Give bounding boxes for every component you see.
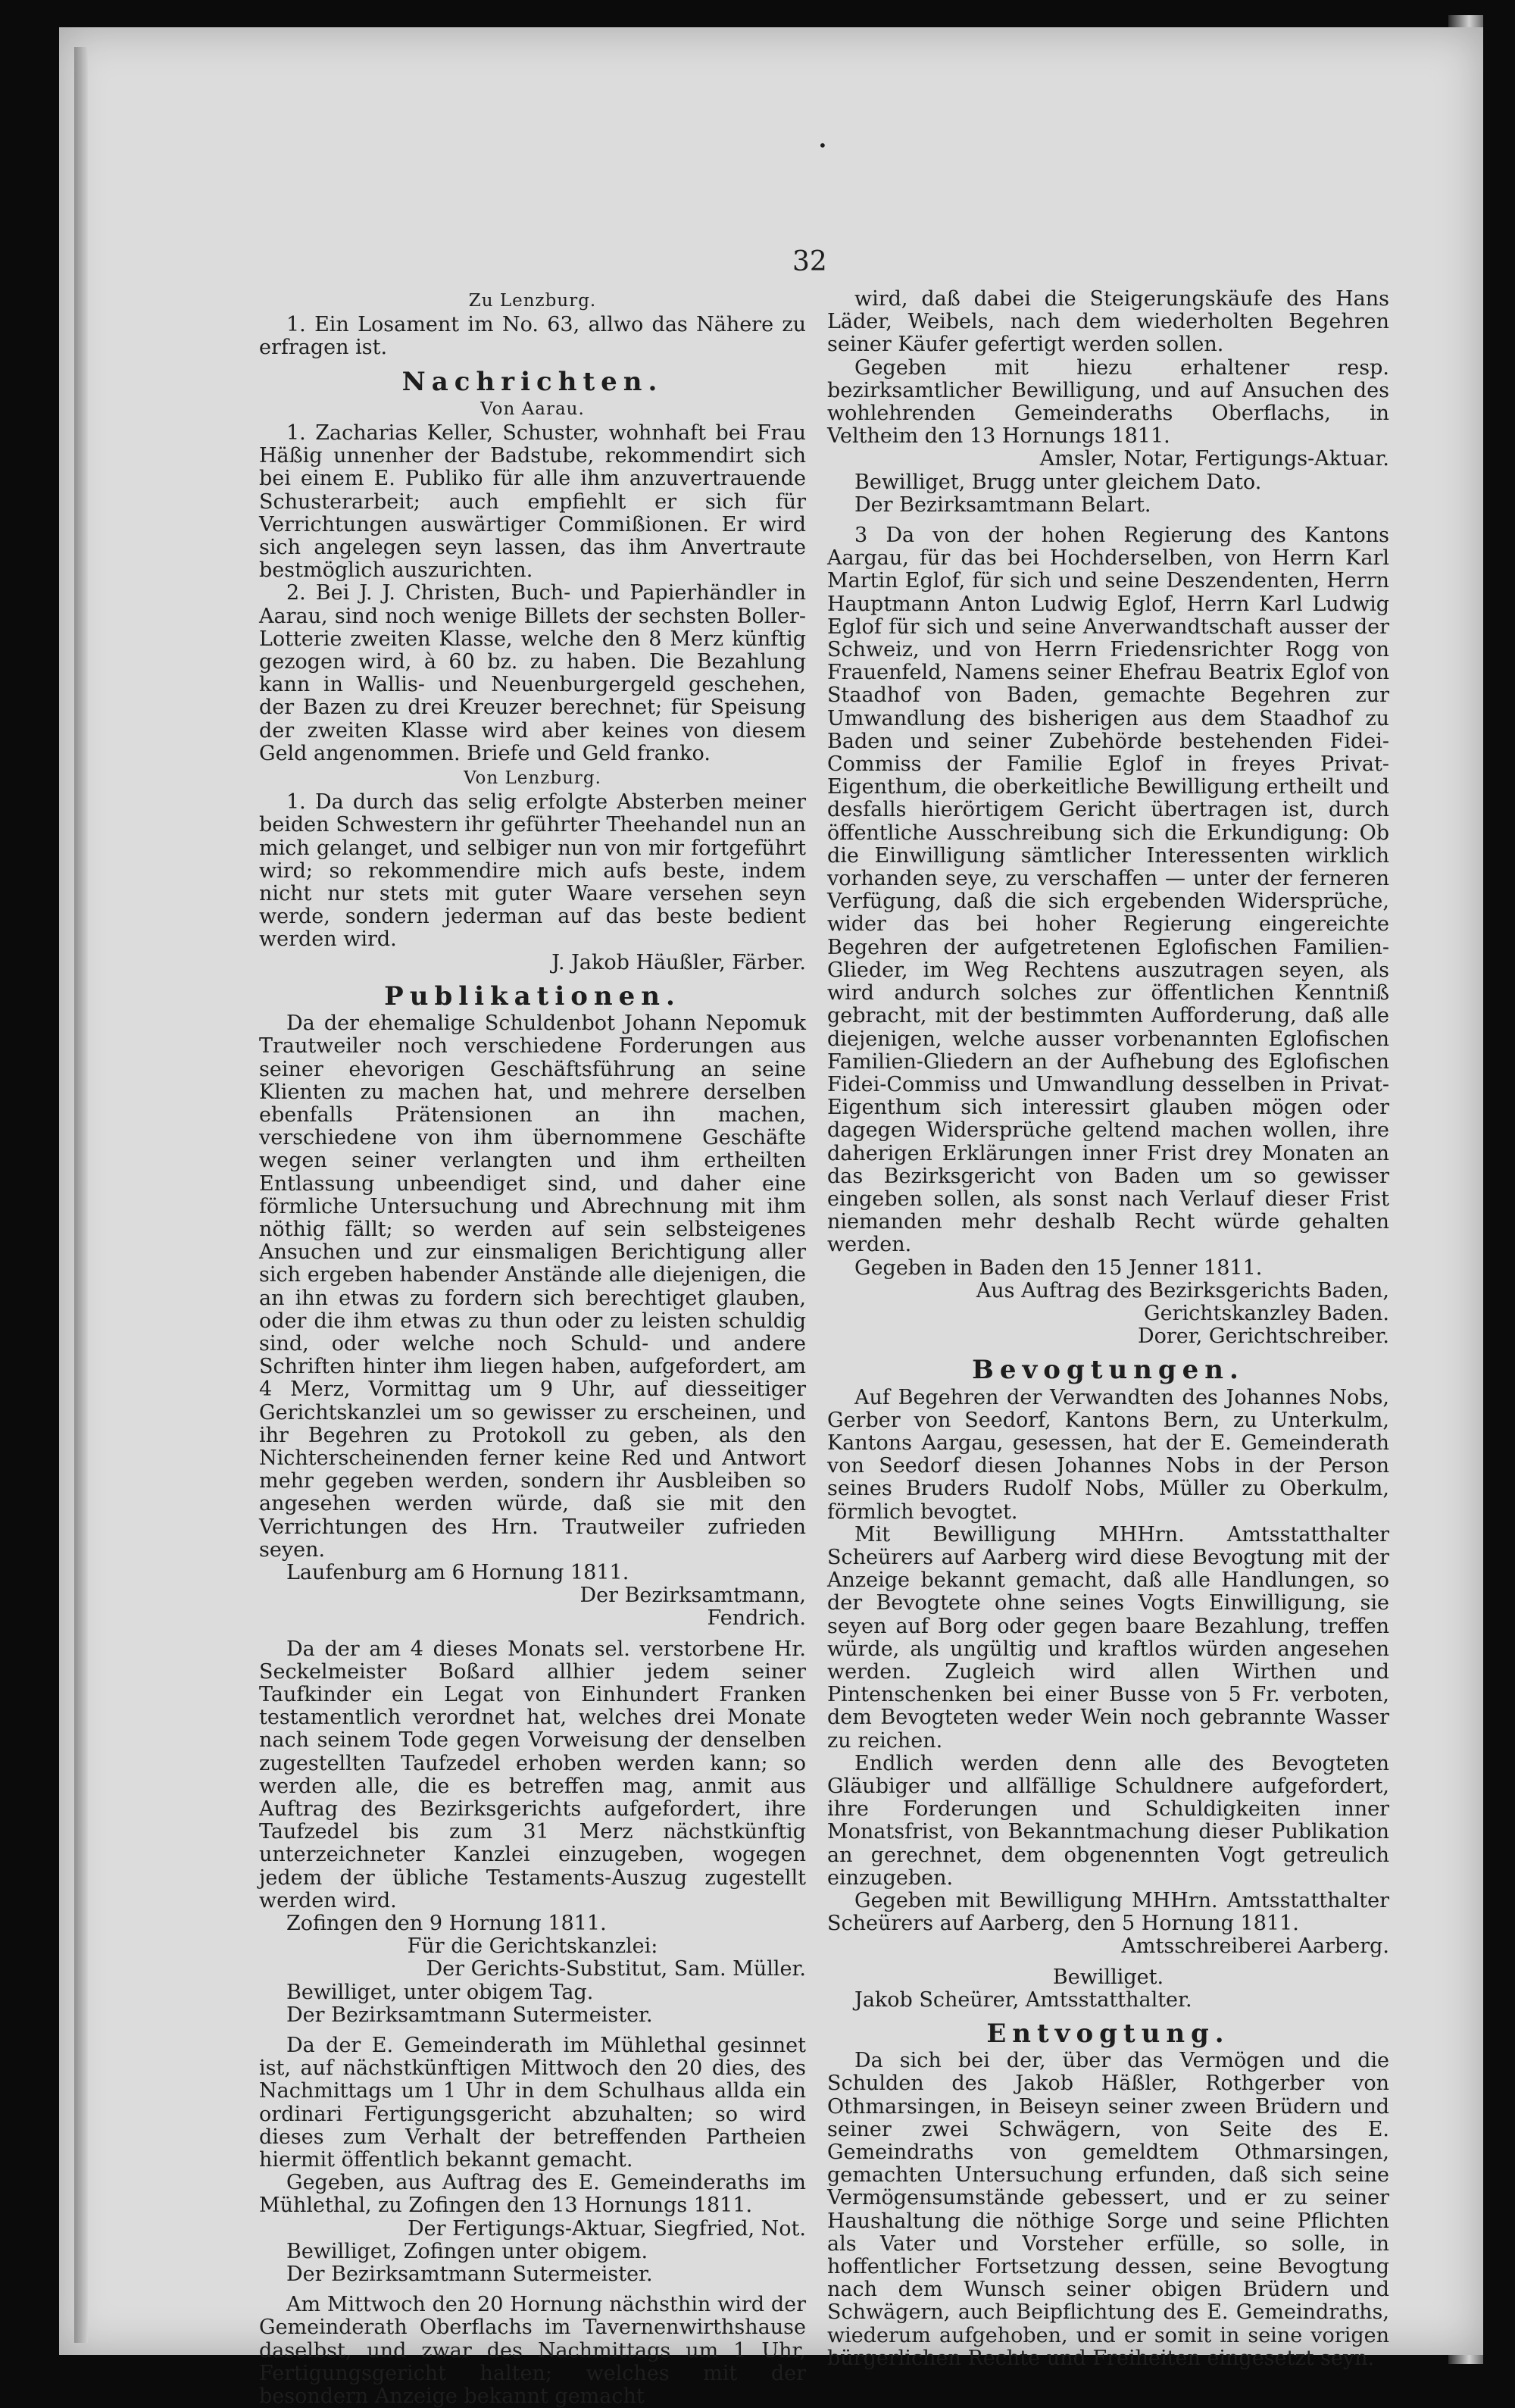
paragraph: 3 Da von der hohen Regierung des Kantons Aargau, für das bei Hochderselben, von Herrn Karl Martin Eglof, für sich und seine Deszendenten, Herrn Hauptmann Anton Ludwig Eglof, Herrn Karl Ludwig Eglof für sich und seine Anverwandtschaft ausser der Schweiz, und von Herrn Friedensrichter Rogg von Frauenfeld, Namens seiner Ehefrau Beatrix Eglof von Staadhof von Baden, gemachte Begehren zur Umwandlung des bisherigen aus dem Staadhof zu Baden und seiner Zubehörde bestehenden Fidei-Commiss der Familie Eglof in freyes Privat-Eigenthum, die oberkeitliche Bewilligung ertheilt und desfalls hierörtigem Gericht übertragen ist, durch öffentliche Ausschreibung sich die Erkundigung: Ob die Einwilligung sämtlicher Interessenten wirklich vorhanden seye, zu verschaffen — unter der ferneren Verfügung, daß die sich ergebenden Widersprüche, wider das bei hoher Regierung eingereichte Begehren der aufgetretenen Eglofischen Familien-Glieder, im Weg Rechtens auszutragen seyen, als wird andurch solches zur öffentlichen Kenntniß gebracht, mit der bestimmten Aufforderung, daß alle diejenigen, welche ausser vorbenannten Eglofischen Familien-Gliedern an der Aufhebung des Eglofischen Fidei-Commiss und Umwandlung desselben in Privat-Eigenthum sich interessirt glauben mögen oder dagegen Widersprüche geltend machen wollen, ihre daherigen Erklärungen inner Frist drey Monaten an das Bezirksgericht von Baden um so gewisser eingeben sollen, als sonst nach Verlauf dieser Frist niemanden mehr deshalb Recht würde gehalten werden.: [827, 524, 1389, 1257]
paragraph: Gegeben, aus Auftrag des E. Gemeinderaths im Mühlethal, zu Zofingen den 13 Hornungs 1811.: [259, 2171, 806, 2218]
signature-line: Der Gerichts-Substitut, Sam. Müller.: [426, 1957, 806, 1981]
paragraph: Jakob Scheürer, Amtsstatthalter.: [854, 1987, 1192, 2012]
centered-line: Bewilliget.: [1052, 1965, 1164, 1989]
paragraph: 2. Bei J. J. Christen, Buch- und Papierhändler in Aarau, sind noch wenige Billets der sechsten Boller-Lotterie zweiten Klasse, welche den 8 Merz künftig gezogen wird, à 60 bz. zu haben. Die Bezahlung kann in Wallis- und Neuenburgergeld geschehen, der Bazen zu drei Kreuzer berechnet; für Speisung der zweiten Klasse wird aber keines von diesem Geld angenommen. Briefe und Geld franko.: [259, 581, 806, 765]
paragraph: 1. Zacharias Keller, Schuster, wohnhaft bei Frau Häßig unnenher der Badstube, rekommendirt sich bei einem E. Publiko für alle ihm anzuvertrauende Schusterarbeit; auch empfiehlt er sich für Verrichtungen auswärtiger Commißionen. Er wird sich angelegen seyn lassen, das ihm Anvertraute bestmöglich auszurichten.: [259, 421, 806, 583]
signature-line: Amtsschreiberei Aarberg.: [1121, 1934, 1389, 1959]
paragraph: Gegeben mit Bewilligung MHHrn. Amtsstatthalter Scheürers auf Aarberg, den 5 Hornung 1811.: [827, 1889, 1389, 1936]
paragraph: Der Bezirksamtmann Sutermeister.: [286, 2263, 653, 2287]
section-heading: Nachrichten.: [401, 366, 664, 397]
ink-mark: •: [818, 136, 827, 155]
paragraph: Da sich bei der, über das Vermögen und die Schulden des Jakob Häßler, Rothgerber von Othmarsingen, in Beiseyn seiner zween Brüdern und seiner zwei Schwägern, von Seite des E. Gemeindraths von gemeldtem Othmarsingen, gemachten Untersuchung erfunden, daß sich seine Vermögensumstände gebessert, und er zu seiner Haushaltung die nöthige Sorge und seine Pflichten als Vater und Vorsteher erfülle, so solle, in hoffentlicher Fortsetzung dessen, seine Bevogtung nach dem Wunsch seiner obigen Brüdern und Schwägern, auch Beipflichtung des E. Gemeindraths, wiederum aufgehoben, und er somit in seine vorigen bürgerlichen Rechte und Freiheiten eingesetzt seyn.: [827, 2049, 1389, 2370]
paragraph: Endlich werden denn alle des Bevogteten Gläubiger und allfällige Schuldnere aufgefordert, ihre Forderungen und Schuldigkeiten inner Monatsfrist, von Bekanntmachung dieser Publikation an gerechnet, dem obgenennten Vogt getreulich einzugeben.: [827, 1751, 1389, 1890]
signature-line: Amsler, Notar, Fertigungs-Aktuar.: [1039, 447, 1389, 471]
paragraph: Bewilliget, unter obigem Tag.: [286, 1980, 594, 2004]
binding-edge: [74, 47, 88, 2343]
section-heading: Publikationen.: [384, 980, 681, 1012]
paragraph: Zofingen den 9 Hornung 1811.: [286, 1912, 607, 1936]
signature-line: J. Jakob Häußler, Färber.: [551, 950, 806, 974]
signature-line: Gerichtskanzley Baden.: [1144, 1301, 1389, 1325]
paragraph: wird, daß dabei die Steigerungskäufe des Hans Läder, Weibels, nach dem wiederholten Begehren seiner Käufer gefertigt werden sollen.: [827, 287, 1389, 357]
centered-line: Für die Gerichtskanzlei:: [407, 1934, 658, 1959]
paragraph: 1. Da durch das selig erfolgte Absterben meiner beiden Schwestern ihr geführter Theehandel nun an mich gelanget, und selbiger nun von mir fortgeführt wird; so rekommendire mich aufs beste, indem nicht nur stets mit guter Waare versehen seyn werde, sondern jederman auf das beste bedient werden wird.: [259, 790, 806, 952]
paragraph: Der Bezirksamtmann Sutermeister.: [286, 2003, 653, 2027]
right-column: [827, 288, 1389, 2370]
page-number: 32: [792, 246, 827, 277]
paragraph: Gegeben mit hiezu erhaltener resp. bezirksamtlicher Bewilligung, und auf Ansuchen des wohlehrenden Gemeinderaths Oberflachs, in Veltheim den 13 Hornungs 1811.: [827, 355, 1389, 449]
section-heading: Bevogtungen.: [972, 1355, 1245, 1386]
signature-line: Aus Auftrag des Bezirksgerichts Baden,: [976, 1278, 1389, 1303]
signature-line: Fendrich.: [707, 1606, 806, 1631]
section-heading: Entvogtung.: [986, 2019, 1230, 2050]
paragraph: Gegeben in Baden den 15 Jenner 1811.: [854, 1256, 1263, 1280]
paragraph: Bewilliget, Zofingen unter obigem.: [286, 2239, 648, 2263]
signature-line: Der Fertigungs-Aktuar, Siegfried, Not.: [407, 2216, 806, 2241]
paragraph: Der Bezirksamtmann Belart.: [854, 493, 1151, 517]
place-heading: Von Aarau.: [480, 399, 585, 419]
paragraph: Am Mittwoch den 20 Hornung nächsthin wird der Gemeinderath Oberflachs im Tavernenwirthshause daselbst, und zwar des Nachmittags um 1 Uhr, Fertigungsgericht halten; welches mit der besondern Anzeige bekannt gemacht: [259, 2293, 806, 2408]
paragraph: Laufenburg am 6 Hornung 1811.: [286, 1560, 629, 1584]
paragraph: Auf Begehren der Verwandten des Johannes Nobs, Gerber von Seedorf, Kantons Bern, zu Unterkulm, Kantons Aargau, gesessen, hat der E. Gemeinderath von Seedorf diesen Johannes Nobs in der Person seines Bruders Rudolf Nobs, Müller zu Oberkulm, förmlich bevogtet.: [827, 1385, 1389, 1524]
place-heading: Von Lenzburg.: [464, 768, 601, 789]
paragraph: Da der ehemalige Schuldenbot Johann Nepomuk Trautweiler noch verschiedene Forderungen aus seiner ehevorigen Geschäftsführung an seine Klienten zu machen hat, und mehrere derselben ebenfalls Prätensionen an ihn machen, verschiedene von ihm übernommene Geschäfte wegen seiner verlangten und ihm ertheilten Entlassung unbeendiget sind, und daher eine förmliche Untersuchung und Abrechnung mit ihm nöthig fällt; so werden auf sein selbsteigenes Ansuchen und zur einsmaligen Berichtigung aller sich ergeben habender Anstände alle diejenigen, die an ihn etwas zu fordern sich berechtiget glauben, oder die ihm etwas zu thun oder zu leisten schuldig sind, oder welche noch Schuld- und andere Schriften hinter ihm liegen haben, aufgefordert, am 4 Merz, Vormittag um 9 Uhr, auf diesseitiger Gerichtskanzlei um so gewisser zu erscheinen, und ihr Begehren zu Protokoll zu geben, als den Nichterscheinenden ferner keine Red und Antwort mehr gegeben werden, sondern ihr Ausbleiben so angesehen werden würde, daß sie mit den Verrichtungen des Hrn. Trautweiler zufrieden seyen.: [259, 1012, 806, 1562]
place-heading: Zu Lenzburg.: [468, 291, 597, 311]
signature-line: Der Bezirksamtmann,: [579, 1584, 806, 1608]
left-column: [259, 288, 806, 2408]
paragraph: Da der am 4 dieses Monats sel. verstorbene Hr. Seckelmeister Boßard allhier jedem seiner Taufkinder ein Legat von Einhundert Franken testamentlich verordnet hat, welches drei Monate nach seinem Tode gegen Vorweisung der denselben zugestellten Taufzedel erhoben werden kann; so werden alle, die es betreffen mag, anmit aus Auftrag des Bezirksgerichts aufgefordert, ihre Taufzedel bis zum 31 Merz nächstkünftig unterzeichneter Kanzlei einzugeben, wogegen jedem der übliche Testaments-Auszug zugestellt werden wird.: [259, 1637, 806, 1912]
paragraph: 1. Ein Losament im No. 63, allwo das Nähere zu erfragen ist.: [259, 313, 806, 360]
paragraph: Bewilliget, Brugg unter gleichem Dato.: [854, 470, 1262, 494]
signature-line: Dorer, Gerichtschreiber.: [1137, 1324, 1389, 1349]
paragraph: Mit Bewilligung MHHrn. Amtsstatthalter Scheürers auf Aarberg wird diese Bevogtung mit der Anzeige bekannt gemacht, daß alle Handlungen, so der Bevogtete ohne seines Vogts Einwilligung, sie seyen auf Borg oder gegen baare Bezahlung, treffen würde, als ungültig und kraftlos würden angesehen werden. Zugleich wird allen Wirthen und Pintenschenken bei einer Busse von 5 Fr. verboten, dem Bevogteten weder Wein noch gebrannte Wasser zu reichen.: [827, 1522, 1389, 1753]
paragraph: Da der E. Gemeinderath im Mühlethal gesinnet ist, auf nächstkünftigen Mittwoch den 20 dies, des Nachmittags um 1 Uhr in dem Schulhaus allda ein ordinari Fertigungsgericht abzuhalten; so wird dieses zum Verhalt der betreffenden Partheien hiermit öffentlich bekannt gemacht.: [259, 2034, 806, 2172]
